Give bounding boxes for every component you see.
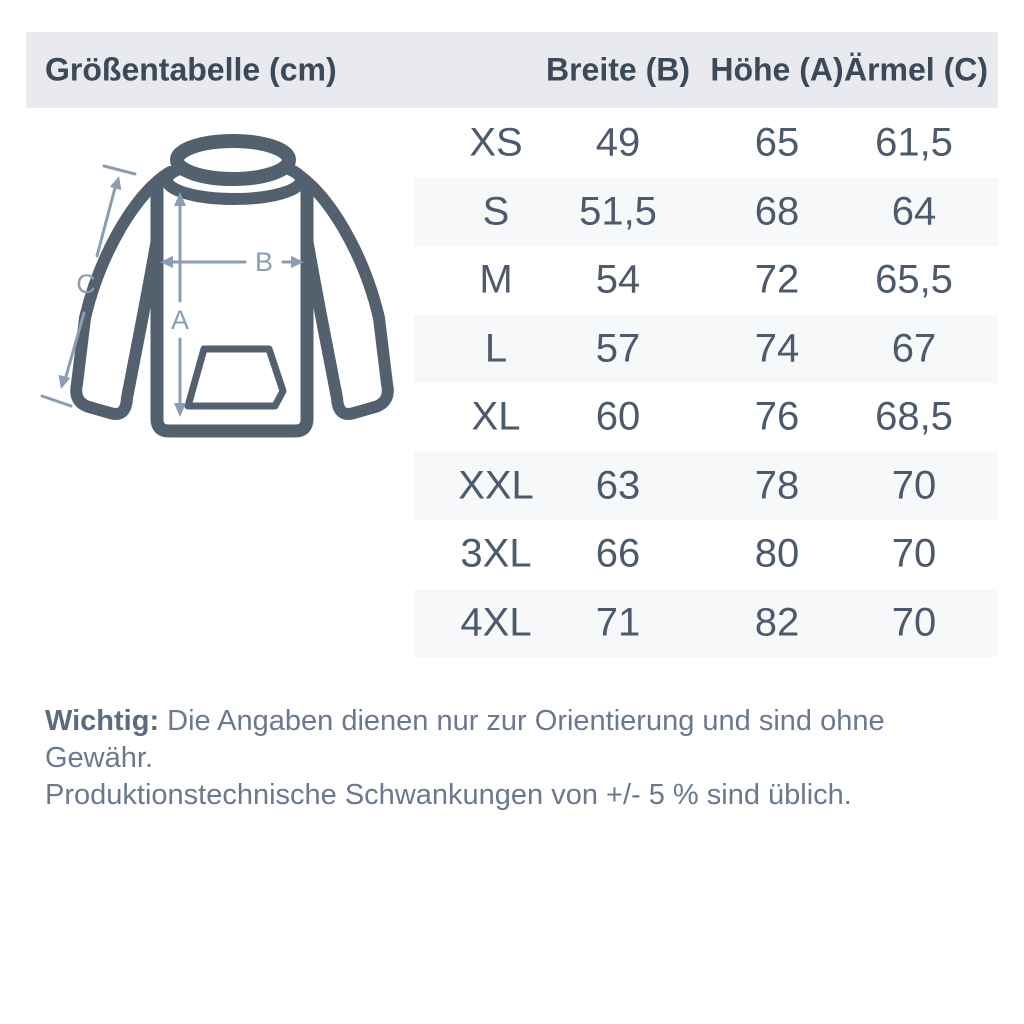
measure-label-b: B <box>254 247 274 277</box>
size-table <box>414 109 998 657</box>
cell-breite: 63 <box>595 463 641 508</box>
cell-hoehe: 74 <box>754 326 800 371</box>
measure-label-a: A <box>170 305 190 335</box>
disclaimer-line2: Produktionstechnische Schwankungen von +/- 5 % sind üblich. <box>45 779 852 811</box>
cell-hoehe: 68 <box>754 189 800 234</box>
cell-size: XL <box>471 394 521 439</box>
cell-aermel: 64 <box>891 189 937 234</box>
measure-tick-top <box>104 166 135 174</box>
page-title: Größentabelle (cm) <box>45 51 337 88</box>
disclaimer-label: Wichtig: <box>45 705 160 737</box>
hoodie-measure-diagram <box>40 130 420 450</box>
cell-size: XXL <box>458 463 534 508</box>
table-header-band <box>26 32 998 108</box>
cell-aermel: 67 <box>891 326 937 371</box>
arrowhead-c-up <box>110 176 122 190</box>
cell-aermel: 65,5 <box>875 257 953 302</box>
cell-aermel: 70 <box>891 600 937 645</box>
cell-size: L <box>484 326 508 371</box>
cell-hoehe: 72 <box>754 257 800 302</box>
table-row-xxl <box>414 452 998 521</box>
cell-breite: 66 <box>595 531 641 576</box>
disclaimer-note <box>45 703 965 814</box>
cell-breite: 71 <box>595 600 641 645</box>
table-row-s <box>414 178 998 247</box>
cell-breite: 57 <box>595 326 641 371</box>
disclaimer-line1: Die Angaben dienen nur zur Orientierung und sind ohne Gewähr. <box>45 705 885 774</box>
cell-breite: 54 <box>595 257 641 302</box>
table-row-3xl <box>414 520 998 589</box>
cell-size: M <box>479 257 513 302</box>
measure-label-c: C <box>76 269 96 299</box>
cell-aermel: 70 <box>891 531 937 576</box>
table-row-xs <box>414 109 998 178</box>
cell-size: XS <box>469 120 523 165</box>
table-row-xl <box>414 383 998 452</box>
cell-hoehe: 76 <box>754 394 800 439</box>
column-header-breite: Breite (B) <box>545 51 691 88</box>
table-row-l <box>414 315 998 384</box>
cell-size: 3XL <box>460 531 532 576</box>
table-row-4xl <box>414 589 998 658</box>
cell-hoehe: 82 <box>754 600 800 645</box>
table-row-m <box>414 246 998 315</box>
cell-breite: 60 <box>595 394 641 439</box>
arrowhead-c-down <box>59 375 71 389</box>
column-header-aermel: Ärmel (C) <box>843 51 989 88</box>
cell-breite: 49 <box>595 120 641 165</box>
cell-hoehe: 65 <box>754 120 800 165</box>
cell-breite: 51,5 <box>579 189 657 234</box>
cell-hoehe: 78 <box>754 463 800 508</box>
cell-size: S <box>482 189 510 234</box>
hoodie-pocket <box>188 349 283 406</box>
column-header-hoehe: Höhe (A) <box>710 51 844 88</box>
cell-size: 4XL <box>460 600 532 645</box>
cell-aermel: 68,5 <box>875 394 953 439</box>
cell-hoehe: 80 <box>754 531 800 576</box>
cell-aermel: 70 <box>891 463 937 508</box>
cell-aermel: 61,5 <box>875 120 953 165</box>
hoodie-hood-opening <box>177 141 289 179</box>
measure-tick-bottom <box>42 396 71 406</box>
